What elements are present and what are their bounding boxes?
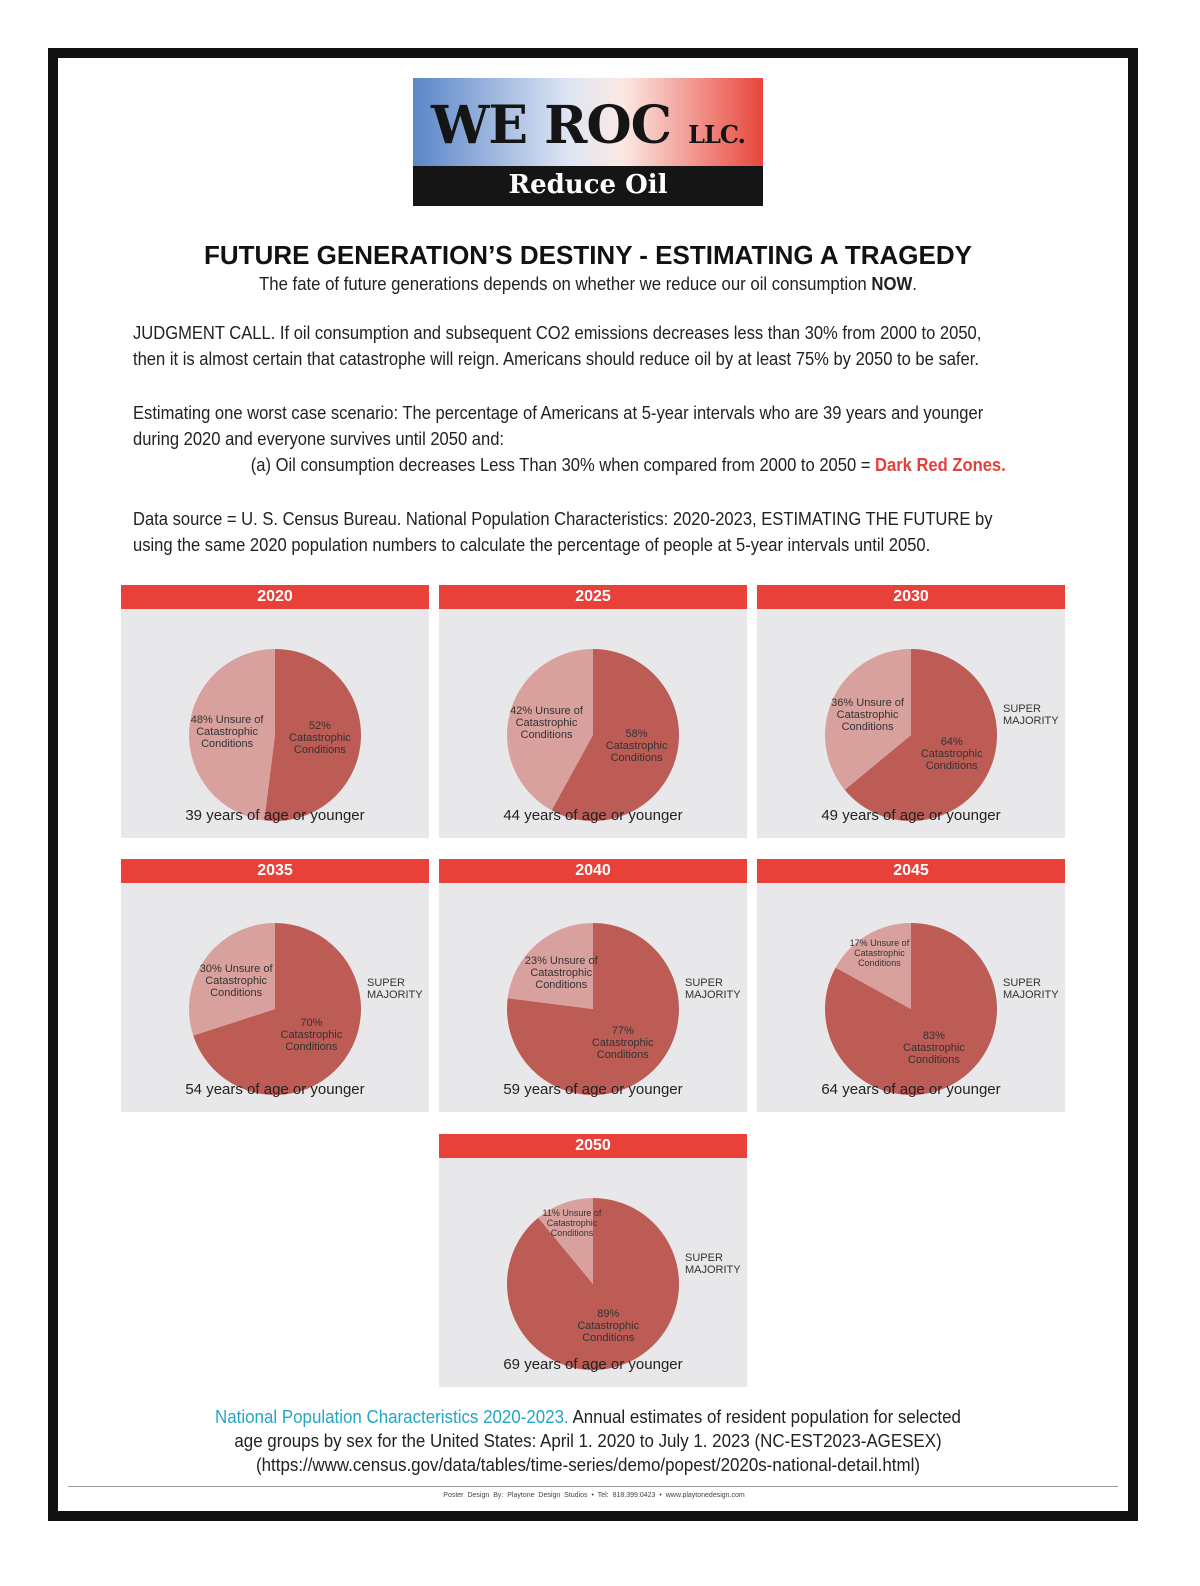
- label-unsure: 11% Unsure of Catastrophic Conditions: [542, 1207, 602, 1238]
- label-catastrophic: 89% Catastrophic Conditions: [577, 1308, 640, 1345]
- label-unsure: 30% Unsure of Catastrophic Conditions: [199, 962, 273, 999]
- label-catastrophic: 83% Catastrophic Conditions: [903, 1029, 965, 1066]
- logo-brand: WE ROC: [431, 95, 672, 156]
- label-catastrophic: 58% Catastrophic Conditions: [605, 728, 668, 765]
- pie-panel-2020: [121, 585, 429, 838]
- pie-panel-2030: [757, 585, 1065, 838]
- year-header: 2050: [439, 1134, 747, 1158]
- logo-tagline: Reduce Oil Consumption: [413, 166, 763, 206]
- label-unsure: 42% Unsure of Catastrophic Conditions: [510, 705, 583, 742]
- label-unsure: 23% Unsure of Catastrophic Conditions: [524, 954, 598, 991]
- we-roc-logo: [413, 78, 763, 238]
- judgment-paragraph: JUDGMENT CALL. If oil consumption and subsequent CO2 emissions decreases less than 30% from 2000 to 2050, then it is almost certain that catastrophe will reign. Americans should reduce oil by at least 75% by 2050 to be safer.: [133, 323, 982, 369]
- age-caption: 49 years of age or younger: [821, 807, 1001, 824]
- super-majority-label: SUPER MAJORITY: [685, 977, 741, 1001]
- year-header: 2025: [439, 585, 747, 609]
- footer-credits: Poster Design By: Playtone Design Studios • Tel: 818.399.0423 • www.playtonedesign.com: [443, 1492, 745, 1499]
- age-caption: 54 years of age or younger: [185, 1081, 365, 1098]
- source-citation: National Population Characteristics 2020-2023. Annual estimates of resident population for selected age groups by sex for the United States: April 1. 2020 to July 1. 2023 (NC-EST2023-AGESEX) (https://www.census.gov/data/tables/time-series/demo/popest/2020s-national-detail.html): [35, 1405, 1140, 1477]
- label-unsure: 17% Unsure of Catastrophic Conditions: [849, 937, 910, 968]
- subtitle: The fate of future generations depends on whether we reduce our oil consumption NOW.: [259, 274, 917, 294]
- label-catastrophic: 52% Catastrophic Conditions: [289, 719, 351, 756]
- age-caption: 64 years of age or younger: [821, 1081, 1001, 1098]
- age-caption: 44 years of age or younger: [503, 807, 683, 824]
- label-unsure: 36% Unsure of Catastrophic Conditions: [831, 696, 904, 733]
- pie-chart: [439, 609, 747, 838]
- label-unsure: 48% Unsure of Catastrophic Conditions: [190, 713, 264, 750]
- source-link[interactable]: National Population Characteristics 2020-2023.: [215, 1407, 569, 1427]
- year-header: 2030: [757, 585, 1065, 609]
- year-header: 2040: [439, 859, 747, 883]
- estimate-paragraph: Estimating one worst case scenario: The percentage of Americans at 5-year intervals who are 39 years and younger during 2020 and everyone survives until 2050 and: (a) Oil consumption decreases Less Than 30% when compared from 2000 to 2050 = Dark Red Zones.: [133, 403, 1006, 475]
- label-catastrophic: 64% Catastrophic Conditions: [920, 736, 983, 773]
- super-majority-label: SUPER MAJORITY: [1003, 703, 1059, 727]
- label-catastrophic: 70% Catastrophic Conditions: [280, 1017, 343, 1054]
- source-url[interactable]: (https://www.census.gov/data/tables/time-series/demo/popest/2020s-national-detail.html): [256, 1455, 920, 1475]
- age-caption: 59 years of age or younger: [503, 1081, 683, 1098]
- super-majority-label: SUPER MAJORITY: [1003, 977, 1059, 1001]
- super-majority-label: SUPER MAJORITY: [685, 1252, 741, 1276]
- age-caption: 69 years of age or younger: [503, 1356, 683, 1373]
- year-header: 2035: [121, 859, 429, 883]
- pie-panel-2045: [757, 859, 1065, 1112]
- pie-panel-2050: [439, 1134, 747, 1387]
- super-majority-label: SUPER MAJORITY: [367, 977, 423, 1001]
- label-catastrophic: 77% Catastrophic Conditions: [591, 1024, 654, 1061]
- data-source-paragraph: Data source = U. S. Census Bureau. National Population Characteristics: 2020-2023, ESTIMATING THE FUTURE by using the same 2020 population numbers to calculate the percentage of people at 5-year intervals until 2050.: [133, 509, 993, 555]
- pie-panel-2035: [121, 859, 429, 1112]
- pie-panel-2040: [439, 859, 747, 1112]
- page-title: FUTURE GENERATION’S DESTINY - ESTIMATING A TRAGEDY: [204, 240, 972, 270]
- year-header: 2045: [757, 859, 1065, 883]
- footer-divider: [68, 1486, 1118, 1487]
- year-header: 2020: [121, 585, 429, 609]
- pie-chart: [121, 609, 429, 838]
- age-caption: 39 years of age or younger: [185, 807, 365, 824]
- logo-suffix: LLC.: [688, 120, 745, 149]
- pie-panel-2025: [439, 585, 747, 838]
